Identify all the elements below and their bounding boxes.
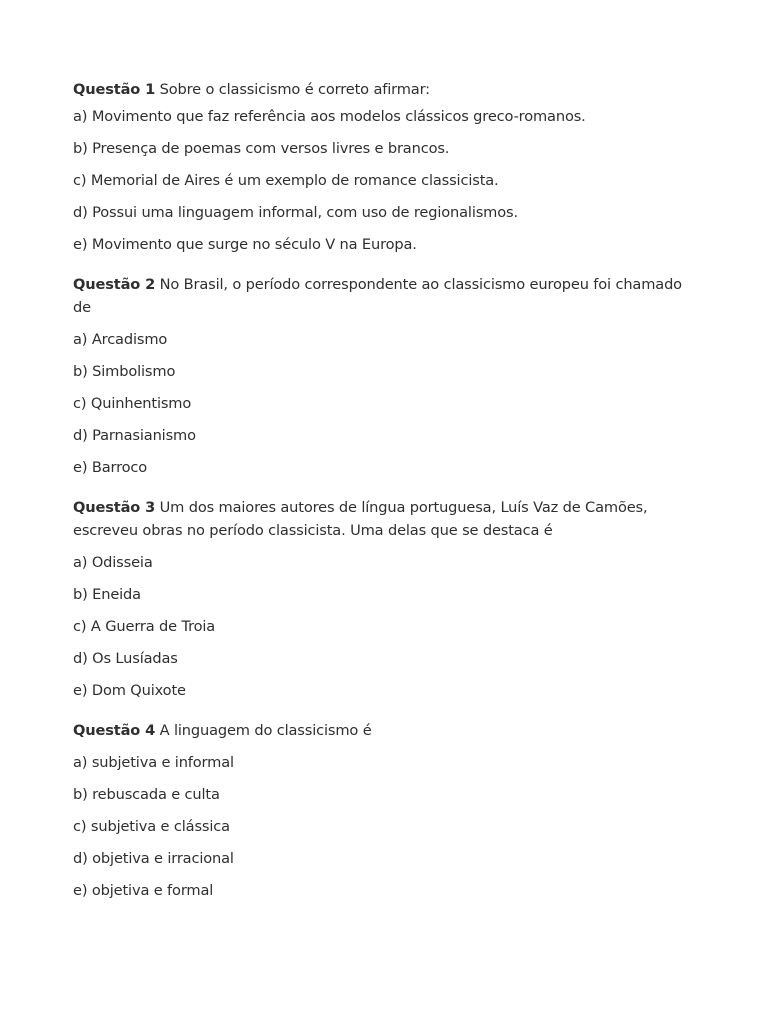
answer-option: d) Parnasianismo: [73, 427, 196, 444]
answer-option: b) rebuscada e culta: [73, 786, 220, 803]
answer-option: a) subjetiva e informal: [73, 754, 234, 771]
question-prompt: A linguagem do classicismo é: [159, 722, 372, 739]
question-prompt: Um dos maiores autores de língua portuguesa, Luís Vaz de Camões, escreveu obras no período classicista. Uma delas que se destaca é: [73, 499, 648, 539]
answer-option: d) objetiva e irracional: [73, 850, 234, 867]
question-label: Questão 3: [73, 499, 156, 516]
answer-option: c) Memorial de Aires é um exemplo de romance classicista.: [73, 172, 499, 189]
answer-option: e) Movimento que surge no século V na Europa.: [73, 236, 417, 253]
question-4: [73, 719, 693, 902]
answer-option: b) Presença de poemas com versos livres e brancos.: [73, 140, 450, 157]
answer-option: a) Odisseia: [73, 554, 153, 571]
answer-option: b) Simbolismo: [73, 363, 176, 380]
question-text: [73, 78, 693, 101]
question-1: [73, 78, 693, 256]
answer-option: b) Eneida: [73, 586, 141, 603]
answer-option: c) subjetiva e clássica: [73, 818, 230, 835]
answer-option: e) Dom Quixote: [73, 682, 186, 699]
answer-option: e) objetiva e formal: [73, 882, 214, 899]
question-3: [73, 496, 693, 702]
answer-option: e) Barroco: [73, 459, 148, 476]
question-label: Questão 4: [73, 722, 156, 739]
answer-option: a) Movimento que faz referência aos modelos clássicos greco-romanos.: [73, 108, 586, 125]
question-prompt: No Brasil, o período correspondente ao classicismo europeu foi chamado de: [73, 276, 682, 316]
answer-option: c) A Guerra de Troia: [73, 618, 216, 635]
question-prompt: Sobre o classicismo é correto afirmar:: [159, 81, 430, 98]
answer-option: c) Quinhentismo: [73, 395, 192, 412]
question-2: [73, 273, 693, 479]
question-text: [73, 273, 693, 319]
answer-option: d) Os Lusíadas: [73, 650, 178, 667]
question-text: [73, 496, 693, 542]
answer-option: d) Possui uma linguagem informal, com uso de regionalismos.: [73, 204, 518, 221]
question-label: Questão 1: [73, 81, 156, 98]
answer-option: a) Arcadismo: [73, 331, 168, 348]
question-label: Questão 2: [73, 276, 156, 293]
question-text: [73, 719, 693, 742]
document-page: [73, 78, 693, 919]
